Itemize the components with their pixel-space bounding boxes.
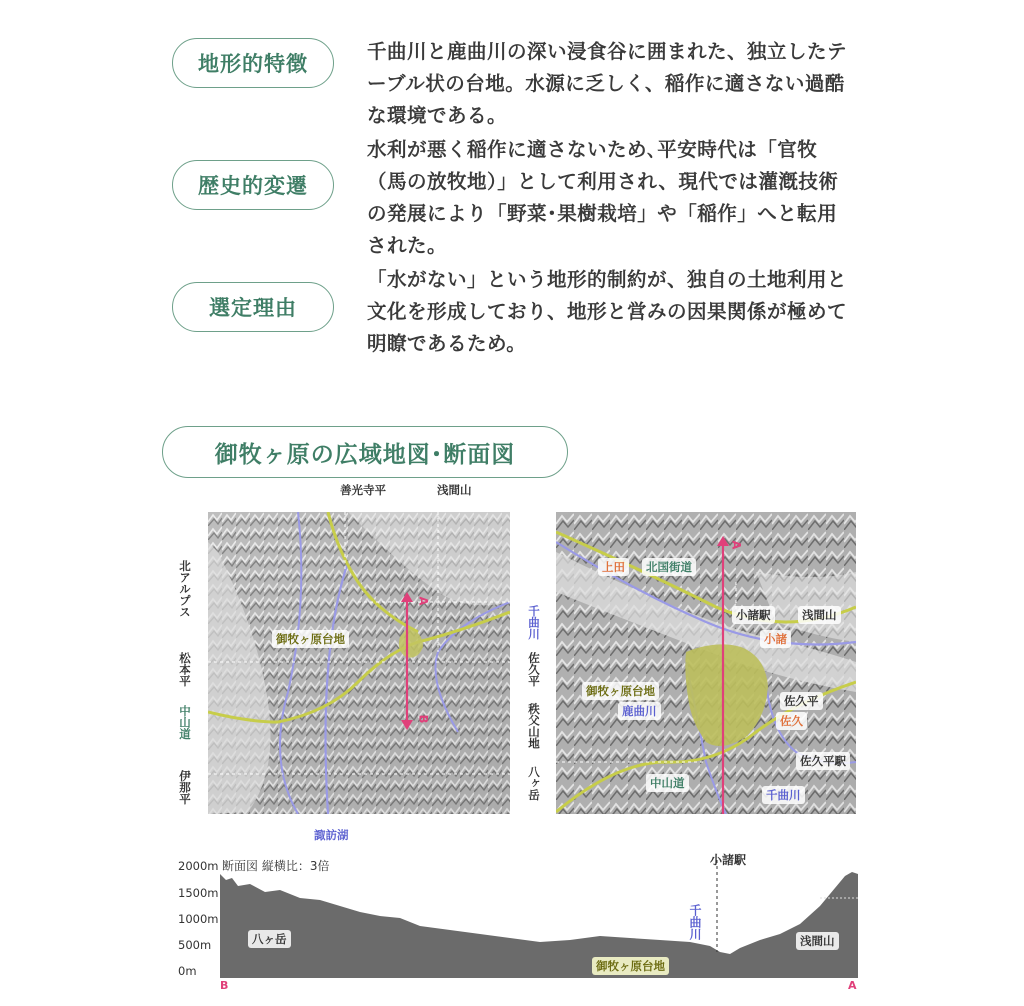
label-chichibu: 秩父山地 [527, 703, 541, 749]
ytick-2000: 2000m [178, 859, 219, 873]
ytick-500: 500m [178, 938, 212, 952]
profile-end-b: B [220, 979, 229, 992]
left-map [208, 512, 510, 814]
tag-nakasendo-right: 中山道 [646, 774, 689, 792]
ytick-1000: 1000m [178, 912, 219, 926]
tag-hokkoku: 北国街道 [642, 558, 696, 576]
label-suwa: 諏訪湖 [314, 828, 349, 842]
profile-plateau: 御牧ヶ原台地 [592, 957, 669, 975]
tag-chikuma-right: 千曲川 [762, 786, 805, 804]
ytick-1500: 1500m [178, 886, 219, 900]
profile-komoro-station: 小諸駅 [710, 853, 747, 867]
profile-asama: 浅間山 [796, 932, 839, 950]
marker-b-left: B [416, 714, 431, 724]
tag-saku: 佐久 [776, 712, 807, 730]
label-yatsugatake-right: 八ヶ岳 [527, 766, 541, 801]
tag-plateau-left: 御牧ヶ原台地 [272, 630, 349, 648]
label-kita-alps: 北アルプス [178, 560, 192, 618]
marker-a-left: A [416, 596, 431, 606]
label-chikuma-right: 千曲川 [527, 605, 541, 640]
label-history: 歴史的変遷 [172, 160, 334, 210]
label-ina: 伊那平 [178, 770, 192, 805]
left-map-svg [208, 512, 510, 814]
section-title: 御牧ヶ原の広域地図･断面図 [162, 426, 568, 478]
ytick-0: 0m [178, 964, 197, 978]
marker-a-right: A [729, 540, 744, 550]
profile-end-a: A [848, 979, 857, 992]
text-history: 水利が悪く稲作に適さないため､平安時代は「官牧（馬の放牧地）」として利用され、現代では灌漑技術の発展により「野菜･果樹栽培」や「稲作」へと転用された。 [367, 138, 839, 257]
label-matsumoto: 松本平 [178, 652, 192, 687]
tag-sakudaira-station: 佐久平駅 [796, 752, 850, 770]
tag-komoro: 小諸 [760, 630, 791, 648]
profile-title: 断面図 縦横比：3倍 [222, 859, 330, 873]
label-terrain: 地形的特徴 [172, 38, 334, 88]
label-reason: 選定理由 [172, 282, 334, 332]
label-asama-top: 浅間山 [437, 483, 472, 497]
tag-saku-daira: 佐久平 [780, 692, 823, 710]
label-nakasendo-left: 中山道 [178, 705, 192, 740]
tag-ueda: 上田 [598, 558, 629, 576]
text-reason: 「水がない」という地形的制約が、独自の土地利用と文化を形成しており、地形と営みの因果関係が極めて明瞭であるため。 [367, 268, 848, 355]
text-terrain: 千曲川と鹿曲川の深い浸食谷に囲まれた、独立したテーブル状の台地。水源に乏しく、稲作に適さない過酷な環境である。 [367, 40, 848, 127]
right-map [556, 512, 856, 814]
tag-plateau-right: 御牧ヶ原台地 [582, 682, 659, 700]
label-saku-right: 佐久平 [527, 652, 541, 687]
tag-komoro-station: 小諸駅 [732, 606, 775, 624]
profile-yatsugatake: 八ヶ岳 [248, 930, 291, 948]
profile-svg [220, 860, 858, 978]
tag-kakuma: 鹿曲川 [618, 702, 661, 720]
tag-asama-right: 浅間山 [798, 606, 841, 624]
profile-chikuma: 千曲川 [688, 904, 702, 940]
label-zenkoji: 善光寺平 [340, 483, 386, 497]
